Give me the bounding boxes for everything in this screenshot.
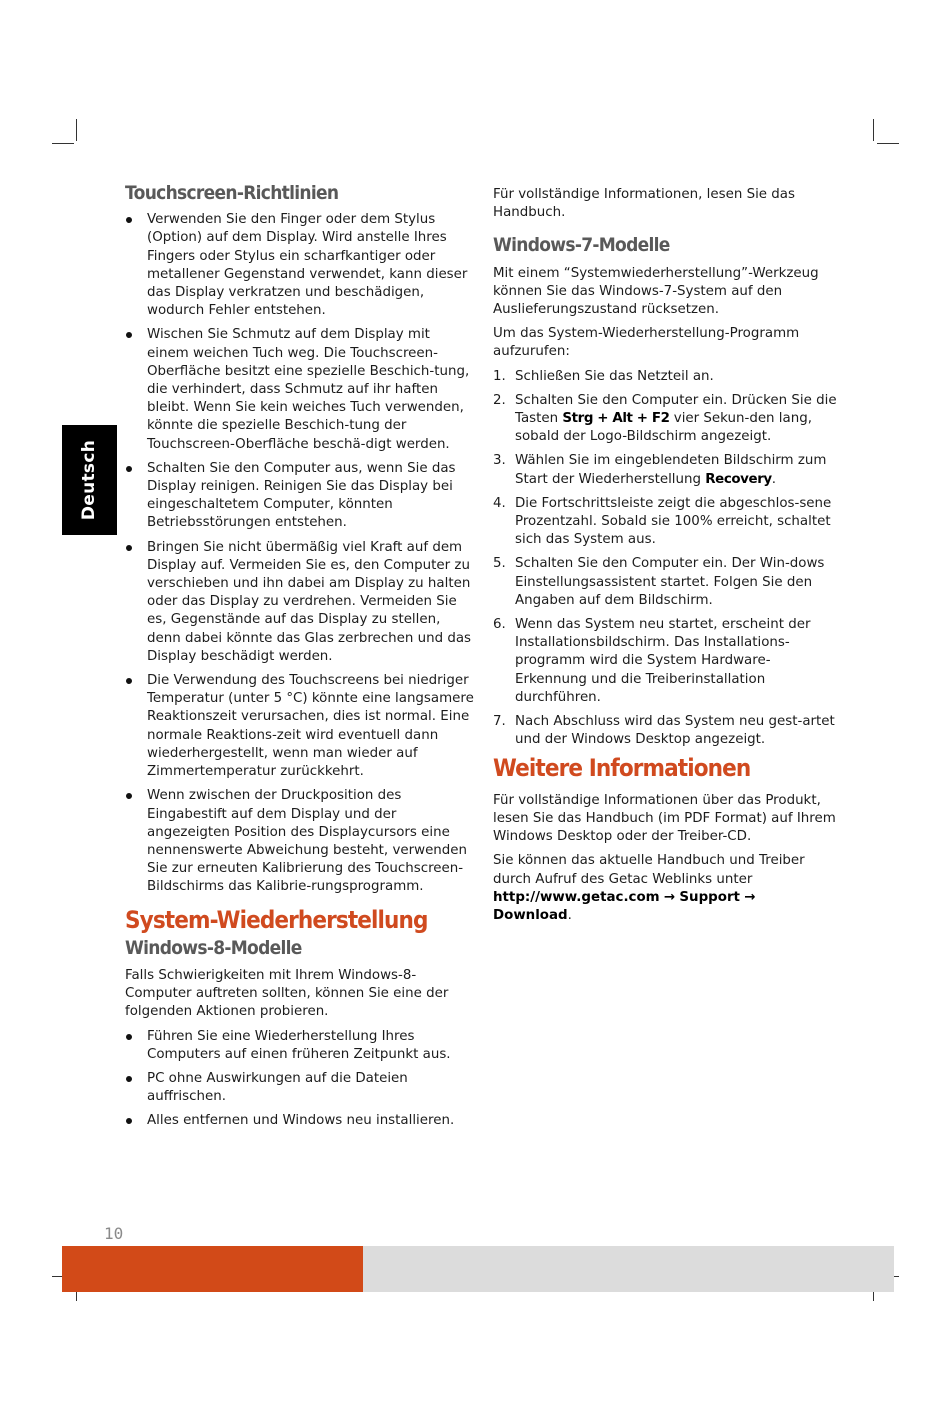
step-text: vier Sekun-den lang, sobald der Logo-Bildschirm angezeigt. xyxy=(515,411,812,445)
list-item: Wischen Sie Schmutz auf dem Display mit einem weichen Tuch weg. Die Touchscreen-Oberfläche besitzt eine spezielle Beschich-tung, die verhindert, dass Schmutz auf ihr haften bleibt. Wenn Sie kein weiches Tuch verwenden, könnte die spezielle Beschich-tung der Touchscreen-Oberfläche beschä-digt werden. xyxy=(125,326,475,453)
windows-8-intro: Falls Schwierigkeiten mit Ihrem Windows-8-Computer auftreten sollten, können Sie eine der folgenden Aktionen probieren. xyxy=(125,967,449,1020)
more-info-heading: Weitere Informationen xyxy=(493,754,751,783)
list-item: Verwenden Sie den Finger oder dem Stylus (Option) auf dem Display. Wird anstelle Ihres Fingers oder Stylus ein scharfkantiger oder metallener Gegenstand verwendet, kann dieser das Display verkratzen und beschädigen, wodurch Fehler entstehen. xyxy=(125,211,475,320)
page-number: 10 xyxy=(104,1224,124,1243)
list-item: Die Verwendung des Touchscreens bei niedriger Temperatur (unter 5 °C) könnte eine langsamere Reaktionszeit verursachen, dies ist normal. Eine normale Reaktions-zeit wird eventuell dann wiederhergestellt, wenn man wieder auf Zimmertemperatur zurückkehrt. xyxy=(125,672,475,781)
windows-7-paragraph: Mit einem “Systemwiederherstellung”-Werkzeug können Sie das Windows-7-System auf den Auslieferungszustand rücksetzen. xyxy=(493,265,819,318)
recovery-option: Recovery xyxy=(705,471,772,487)
list-item: Alles entfernen und Windows neu installieren. xyxy=(125,1112,475,1130)
step-text: Schalten Sie den Computer ein. Drücken Sie die Tasten xyxy=(515,392,837,427)
step-item xyxy=(493,713,838,749)
step-text: Wählen Sie im eingeblendeten Bildschirm zum Start der Wiederherstellung xyxy=(515,453,827,487)
step-text: . xyxy=(771,471,776,487)
left-column xyxy=(125,184,475,1137)
manual-intro: Für vollständige Informationen, lesen Sie das Handbuch. xyxy=(493,187,795,221)
windows-7-heading: Windows-7-Modelle xyxy=(493,234,670,257)
support-link[interactable]: Support xyxy=(679,889,740,905)
crop-mark xyxy=(873,119,874,141)
step-number: 4. xyxy=(493,495,506,511)
arrow-right-icon: → xyxy=(663,889,676,905)
step-text: Die Fortschrittsleiste zeigt die abgeschlos-sene Prozentzahl. Sobald sie 100% erreicht, schaltet sich das System aus. xyxy=(515,495,832,548)
crop-mark xyxy=(877,143,899,144)
step-item xyxy=(493,616,838,707)
weblink-end: . xyxy=(567,907,572,923)
step-text: Wenn das System neu startet, erscheint der Installationsbildschirm. Das Installations-programm wird die System Hardware-Erkennung und die Treiberinstallation durchführen. xyxy=(515,617,811,705)
step-number: 1. xyxy=(493,368,506,384)
step-number: 5. xyxy=(493,556,506,572)
crop-mark xyxy=(76,119,77,141)
windows-7-instructions: Um das System-Wiederherstellung-Programm aufzurufen: xyxy=(493,326,800,360)
step-number: 2. xyxy=(493,392,506,408)
recovery-steps xyxy=(493,368,838,750)
footer-bar xyxy=(363,1246,894,1292)
crop-mark xyxy=(52,143,74,144)
list-item: Schalten Sie den Computer aus, wenn Sie das Display reinigen. Reinigen Sie das Display bei eingeschaltetem Computer, könnten Betriebsstörungen entstehen. xyxy=(125,460,475,533)
right-column xyxy=(493,186,838,925)
step-item xyxy=(493,452,838,488)
step-number: 6. xyxy=(493,617,506,633)
step-text: Nach Abschluss wird das System neu gest-artet und der Windows Desktop angezeigt. xyxy=(515,714,835,748)
system-recovery-heading: System-Wiederherstellung xyxy=(125,905,428,934)
list-item: Wenn zwischen der Druckposition des Eingabestift auf dem Display und der angezeigten Position des Displaycursors eine nennenswerte Abweichung besteht, verwenden Sie zur erneuten Kalibrierung des Touchscreen-Bildschirms das Kalibrie-rungsprogramm. xyxy=(125,787,475,896)
step-text: Schließen Sie das Netzteil an. xyxy=(515,368,714,384)
more-info-paragraph: Für vollständige Informationen über das Produkt, lesen Sie das Handbuch (im PDF Format) auf Ihrem Windows Desktop oder der Treiber-CD. xyxy=(493,792,836,845)
step-number: 3. xyxy=(493,453,506,469)
download-link[interactable]: Download xyxy=(493,907,568,923)
touchscreen-bullet-list xyxy=(125,211,475,896)
list-item: PC ohne Auswirkungen auf die Dateien auffrischen. xyxy=(125,1070,475,1106)
key-combination: Strg + Alt + F2 xyxy=(562,411,670,427)
getac-url-link[interactable]: http://www.getac.com xyxy=(493,889,660,905)
step-item xyxy=(493,495,838,550)
touchscreen-heading: Touchscreen-Richtlinien xyxy=(125,182,339,204)
step-number: 7. xyxy=(493,714,506,730)
list-item: Führen Sie eine Wiederherstellung Ihres Computers auf einen früheren Zeitpunkt aus. xyxy=(125,1028,475,1064)
weblink-text: Sie können das aktuelle Handbuch und Treiber durch Aufruf des Getac Weblinks unter xyxy=(493,853,805,887)
step-text: Schalten Sie den Computer ein. Der Win-dows Einstellungsassistent startet. Folgen Sie den Angaben auf dem Bildschirm. xyxy=(515,556,825,608)
step-item xyxy=(493,555,838,610)
arrow-right-icon: → xyxy=(744,889,756,905)
language-tab-label: Deutsch xyxy=(79,439,100,521)
footer-bar-accent xyxy=(62,1246,363,1292)
weblink-paragraph xyxy=(493,852,838,925)
windows-8-bullet-list xyxy=(125,1028,475,1131)
step-item xyxy=(493,392,838,447)
language-tab xyxy=(62,425,117,535)
step-item xyxy=(493,368,838,386)
windows-8-heading: Windows-8-Modelle xyxy=(125,936,302,959)
list-item: Bringen Sie nicht übermäßig viel Kraft auf dem Display auf. Vermeiden Sie es, den Computer zu verschieben und ihn dabei am Display zu halten oder das Display zu verdrehen. Vermeiden Sie es, Gegenstände auf das Display zu stellen, denn dabei könnte das Glas zerbrechen und das Display beschädigt werden. xyxy=(125,539,475,666)
